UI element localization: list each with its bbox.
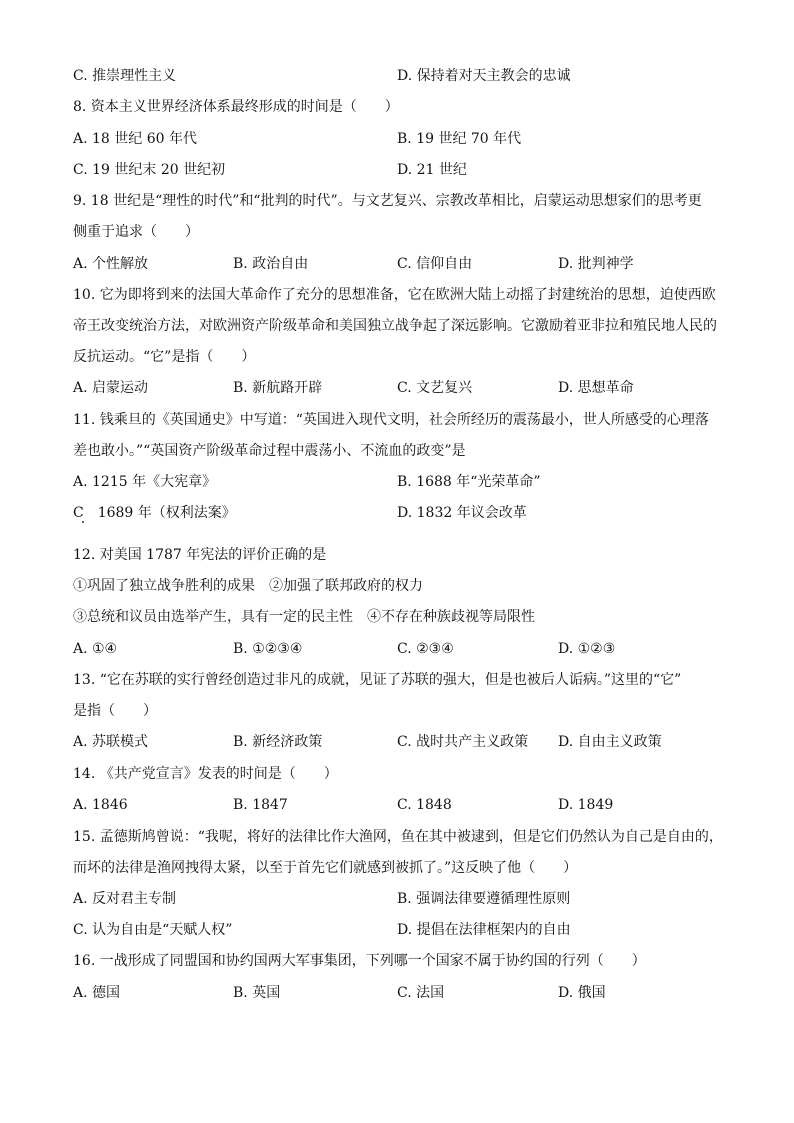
q13-stem-line-1: 13. “它在苏联的实行曾经创造过非凡的成就，见证了苏联的强大，但是也被后人诟病。”这里的“它” (73, 672, 682, 688)
q11-stem-line-2: 差也敢小。”“英国资产阶级革命过程中震荡小、不流血的政变”是 (73, 443, 466, 459)
q16-option-c: C. 法国 (397, 985, 445, 1001)
q12-option-d: D. ①②③ (558, 641, 616, 657)
q12-option-b: B. ①②③④ (233, 641, 303, 657)
q14-option-d: D. 1849 (558, 797, 614, 813)
q9-option-b: B. 政治自由 (233, 256, 309, 272)
q12-item-line-1: ①巩固了独立战争胜利的成果 ②加强了联邦政府的权力 (73, 578, 423, 594)
q8-option-c: C. 19 世纪末 20 世纪初 (73, 162, 226, 178)
q15-option-a: A. 反对君主专制 (73, 891, 177, 907)
q13-option-d: D. 自由主义政策 (558, 734, 662, 750)
q15-stem-line-2: 而坏的法律是渔网拽得太紧，以至于首先它们就感到被抓了。”这反映了他（ ） (73, 860, 578, 876)
q15-option-c: C. 认为自由是“天赋人权” (73, 922, 233, 938)
q13-option-c: C. 战时共产主义政策 (397, 734, 529, 750)
q10-stem-line-2: 帝王改变统治方法，对欧洲资产阶级革命和美国独立战争起了深远影响。它激励着亚非拉和殖民地人民的 (73, 318, 717, 334)
q10-option-a: A. 启蒙运动 (73, 380, 149, 396)
q11-option-b: B. 1688 年“光荣革命” (397, 474, 541, 490)
q15-stem-line-1: 15. 孟德斯鸠曾说：“我呢，将好的法律比作大渔网，鱼在其中被逮到，但是它们仍然认为自己是自由的， (73, 829, 723, 845)
q14-option-a: A. 1846 (73, 797, 128, 813)
q16-option-a: A. 德国 (73, 985, 121, 1001)
q9-option-c: C. 信仰自由 (397, 256, 473, 272)
q16-option-b: B. 英国 (233, 985, 281, 1001)
q10-option-c: C. 文艺复兴 (397, 380, 473, 396)
q9-option-d: D. 批判神学 (558, 256, 634, 272)
q10-option-b: B. 新航路开辟 (233, 380, 323, 396)
q12-option-c: C. ②③④ (397, 641, 454, 657)
q15-option-b: B. 强调法律要遵循理性原则 (397, 891, 571, 907)
q11-stem-line-1: 11. 钱乘旦的《英国通史》中写道：“英国进入现代文明，社会所经历的震荡最小，世人所感受的心理落 (73, 412, 709, 428)
q14-stem: 14. 《共产党宣言》发表的时间是（ ） (73, 766, 338, 782)
q12-stem: 12. 对美国 1787 年宪法的评价正确的是 (73, 547, 327, 563)
q13-option-a: A. 苏联模式 (73, 734, 149, 750)
q13-option-b: B. 新经济政策 (233, 734, 323, 750)
q13-stem-line-2: 是指（ ） (73, 703, 157, 719)
q14-option-b: B. 1847 (233, 797, 288, 813)
q16-option-d: D. 俄国 (558, 985, 606, 1001)
q10-option-d: D. 思想革命 (558, 380, 634, 396)
q9-option-a: A. 个性解放 (73, 256, 149, 272)
q9-stem-line-2: 侧重于追求（ ） (73, 224, 199, 240)
q11-option-a: A. 1215 年《大宪章》 (73, 474, 217, 490)
stray-dot-mark (82, 521, 84, 523)
q11-option-d: D. 1832 年议会改革 (397, 505, 527, 521)
q16-stem: 16. 一战形成了同盟国和协约国两大军事集团，下列哪一个国家不属于协约国的行列（ ） (73, 953, 646, 969)
q10-stem-line-3: 反抗运动。“它”是指（ ） (73, 349, 256, 365)
q7-option-d: D. 保持着对天主教会的忠诚 (397, 68, 571, 84)
q9-stem-line-1: 9. 18 世纪是“理性的时代”和“批判的时代”。与文艺复兴、宗教改革相比，启蒙运动思想家们的思考更 (73, 193, 702, 209)
q12-item-line-2: ③总统和议员由选举产生，具有一定的民主性 ④不存在种族歧视等局限性 (73, 609, 535, 625)
q8-option-a: A. 18 世纪 60 年代 (73, 131, 197, 147)
q7-option-c: C. 推崇理性主义 (73, 68, 177, 84)
q8-option-d: D. 21 世纪 (397, 162, 467, 178)
q8-stem: 8. 资本主义世界经济体系最终形成的时间是（ ） (73, 99, 399, 115)
q8-option-b: B. 19 世纪 70 年代 (397, 131, 522, 147)
q10-stem-line-1: 10. 它为即将到来的法国大革命作了充分的思想准备，它在欧洲大陆上动摇了封建统治的思想，迫使西欧 (73, 287, 716, 303)
q12-option-a: A. ①④ (73, 641, 118, 657)
q14-option-c: C. 1848 (397, 797, 452, 813)
q15-option-d: D. 提倡在法律框架内的自由 (397, 922, 571, 938)
q11-option-c: C 1689 年（权利法案》 (73, 505, 236, 521)
